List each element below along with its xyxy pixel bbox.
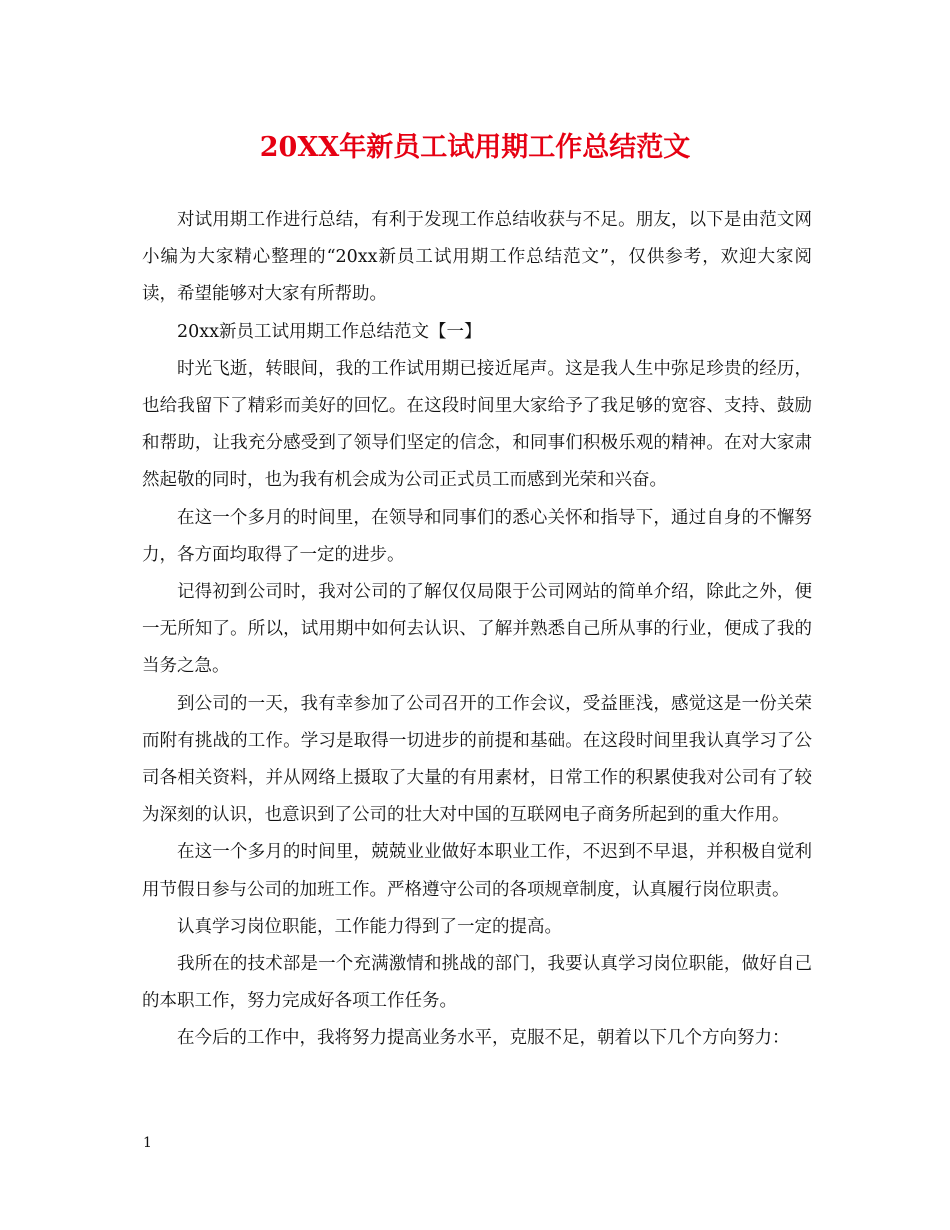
paragraph: 在这一个多月的时间里，兢兢业业做好本职业工作，不迟到不早退，并积极自觉利用节假日参与公司的加班工作。严格遵守公司的各项规章制度，认真履行岗位职责。 (142, 842, 812, 900)
paragraph: 在这一个多月的时间里，在领导和同事们的悉心关怀和指导下，通过自身的不懈努力，各方面均取得了一定的进步。 (142, 507, 812, 565)
paragraph: 认真学习岗位职能，工作能力得到了一定的提高。 (177, 916, 562, 937)
paragraph: 记得初到公司时，我对公司的了解仅仅局限于公司网站的简单介绍，除此之外，便一无所知了。所以，试用期中如何去认识、了解并熟悉自己所从事的行业，便成了我的当务之急。 (142, 582, 812, 677)
paragraph: 对试用期工作进行总结，有利于发现工作总结收获与不足。朋友，以下是由范文网小编为大家精心整理的“20xx新员工试用期工作总结范文”，仅供参考，欢迎大家阅读，希望能够对大家有所帮助。 (142, 210, 812, 305)
paragraph: 在今后的工作中，我将努力提高业务水平，克服不足，朝着以下几个方向努力： (177, 1028, 790, 1049)
paragraph: 我所在的技术部是一个充满激情和挑战的部门，我要认真学习岗位职能，做好自己的本职工作，努力完成好各项工作任务。 (142, 954, 812, 1012)
document-body (142, 202, 812, 1058)
page-number: 1 (143, 1135, 152, 1151)
paragraph: 到公司的一天，我有幸参加了公司召开的工作会议，受益匪浅，感觉这是一份关荣而附有挑战的工作。学习是取得一切进步的前提和基础。在这段时间里我认真学习了公司各相关资料，并从网络上摄取了大量的有用素材，日常工作的积累使我对公司有了较为深刻的认识，也意识到了公司的壮大对中国的互联网电子商务所起到的重大作用。 (142, 693, 812, 826)
document-title: 20XX年新员工试用期工作总结范文 (259, 132, 691, 163)
paragraph: 时光飞逝，转眼间，我的工作试用期已接近尾声。这是我人生中弥足珍贵的经历，也给我留下了精彩而美好的回忆。在这段时间里大家给予了我足够的宽容、支持、鼓励和帮助，让我充分感受到了领导们坚定的信念，和同事们积极乐观的精神。在对大家肃然起敬的同时，也为我有机会成为公司正式员工而感到光荣和兴奋。 (142, 358, 812, 491)
section-heading: 20xx新员工试用期工作总结范文【一】 (177, 321, 482, 342)
